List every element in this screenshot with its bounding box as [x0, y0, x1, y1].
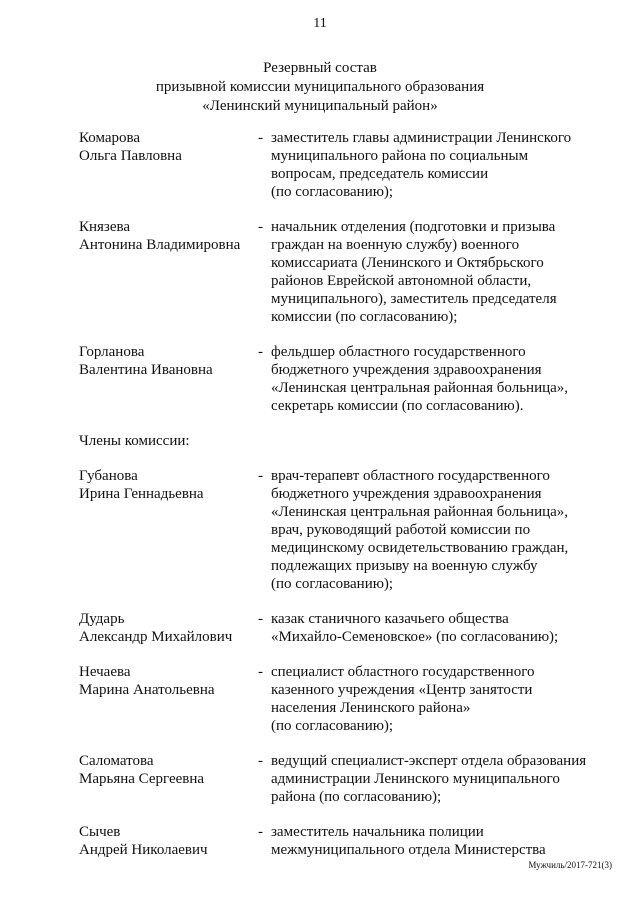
position-description — [271, 343, 616, 415]
description-line: медицинскому освидетельствованию граждан, — [271, 540, 569, 556]
description-line: специалист областного государственного — [271, 664, 535, 680]
title-line-1: Резервный состав — [263, 60, 377, 76]
description-line: врач, руководящий работой комиссии по — [271, 522, 531, 538]
description-line: бюджетного учреждения здравоохранения — [271, 486, 542, 502]
person-name — [79, 467, 254, 503]
person-surname: Саломатова — [79, 753, 154, 769]
person-name — [79, 610, 254, 646]
person-given-names: Марьяна Сергеевна — [79, 771, 205, 787]
description-line: казенного учреждения «Центр занятости — [271, 682, 533, 698]
description-line: «Ленинская центральная районная больница», — [271, 380, 569, 396]
person-given-names: Андрей Николаевич — [79, 842, 208, 858]
description-line: врач-терапевт областного государственного — [271, 468, 550, 484]
description-line: заместитель главы администрации Ленинского — [271, 130, 572, 146]
description-line: районов Еврейской автономной области, — [271, 273, 532, 289]
entry-dash: - — [258, 130, 263, 146]
members-section-label: Члены комиссии: — [79, 433, 190, 449]
document-title — [0, 59, 640, 116]
commission-list — [0, 129, 640, 859]
commission-entry — [0, 823, 640, 859]
description-line: муниципального), заместитель председателя — [271, 291, 557, 307]
description-line: (по согласованию); — [271, 576, 394, 592]
position-description — [271, 467, 616, 593]
description-line: «Ленинская центральная районная больница», — [271, 504, 569, 520]
person-surname: Сычев — [79, 824, 121, 840]
commission-entry — [0, 129, 640, 201]
person-surname: Нечаева — [79, 664, 131, 680]
person-given-names: Валентина Ивановна — [79, 362, 213, 378]
commission-entry — [0, 467, 640, 593]
person-name — [79, 663, 254, 699]
person-name — [79, 823, 254, 859]
description-line: комиссариата (Ленинского и Октябрьского — [271, 255, 544, 271]
person-given-names: Антонина Владимировна — [79, 237, 241, 253]
position-description — [271, 752, 616, 806]
commission-entry — [0, 610, 640, 646]
footer-code: Мужчиль/2017-721(3) — [528, 860, 612, 870]
description-line: района (по согласованию); — [271, 789, 442, 805]
description-line: бюджетного учреждения здравоохранения — [271, 362, 542, 378]
description-line: муниципального района по социальным — [271, 148, 529, 164]
entry-dash: - — [258, 611, 263, 627]
position-description — [271, 129, 616, 201]
description-line: казак станичного казачьего общества — [271, 611, 509, 627]
entry-dash: - — [258, 664, 263, 680]
description-line: межмуниципального отдела Министерства — [271, 842, 546, 858]
position-description — [271, 823, 616, 859]
person-surname: Дударь — [79, 611, 125, 627]
person-given-names: Марина Анатольевна — [79, 682, 215, 698]
description-line: граждан на военную службу) военного — [271, 237, 520, 253]
person-name — [79, 343, 254, 379]
person-surname: Горланова — [79, 344, 145, 360]
person-name — [79, 218, 254, 254]
commission-entry — [0, 343, 640, 415]
page-number: 11 — [313, 16, 327, 31]
entry-dash: - — [258, 344, 263, 360]
description-line: населения Ленинского района» — [271, 700, 471, 716]
entry-dash: - — [258, 753, 263, 769]
position-description — [271, 218, 616, 326]
position-description — [271, 663, 616, 735]
person-surname: Комарова — [79, 130, 141, 146]
description-line: секретарь комиссии (по согласованию). — [271, 398, 524, 414]
commission-entry — [0, 218, 640, 326]
description-line: (по согласованию); — [271, 184, 394, 200]
entry-dash: - — [258, 824, 263, 840]
person-name — [79, 129, 254, 165]
entry-dash: - — [258, 219, 263, 235]
description-line: заместитель начальника полиции — [271, 824, 484, 840]
person-surname: Князева — [79, 219, 131, 235]
description-line: ведущий специалист-эксперт отдела образования — [271, 753, 587, 769]
description-line: администрации Ленинского муниципального — [271, 771, 560, 787]
description-line: комиссии (по согласованию); — [271, 309, 458, 325]
description-line: начальник отделения (подготовки и призыва — [271, 219, 556, 235]
person-given-names: Александр Михайлович — [79, 629, 233, 645]
person-name — [79, 752, 254, 788]
description-line: вопросам, председатель комиссии — [271, 166, 489, 182]
description-line: подлежащих призыву на военную службу — [271, 558, 538, 574]
description-line: «Михайло-Семеновское» (по согласованию); — [271, 629, 559, 645]
commission-entry — [0, 663, 640, 735]
description-line: (по согласованию); — [271, 718, 394, 734]
person-given-names: Ольга Павловна — [79, 148, 182, 164]
title-line-3: «Ленинский муниципальный район» — [202, 98, 438, 114]
description-line: фельдшер областного государственного — [271, 344, 526, 360]
entry-dash: - — [258, 468, 263, 484]
person-given-names: Ирина Геннадьевна — [79, 486, 204, 502]
title-line-2: призывной комиссии муниципального образования — [155, 79, 485, 95]
commission-entry — [0, 752, 640, 806]
position-description — [271, 610, 616, 646]
person-surname: Губанова — [79, 468, 138, 484]
